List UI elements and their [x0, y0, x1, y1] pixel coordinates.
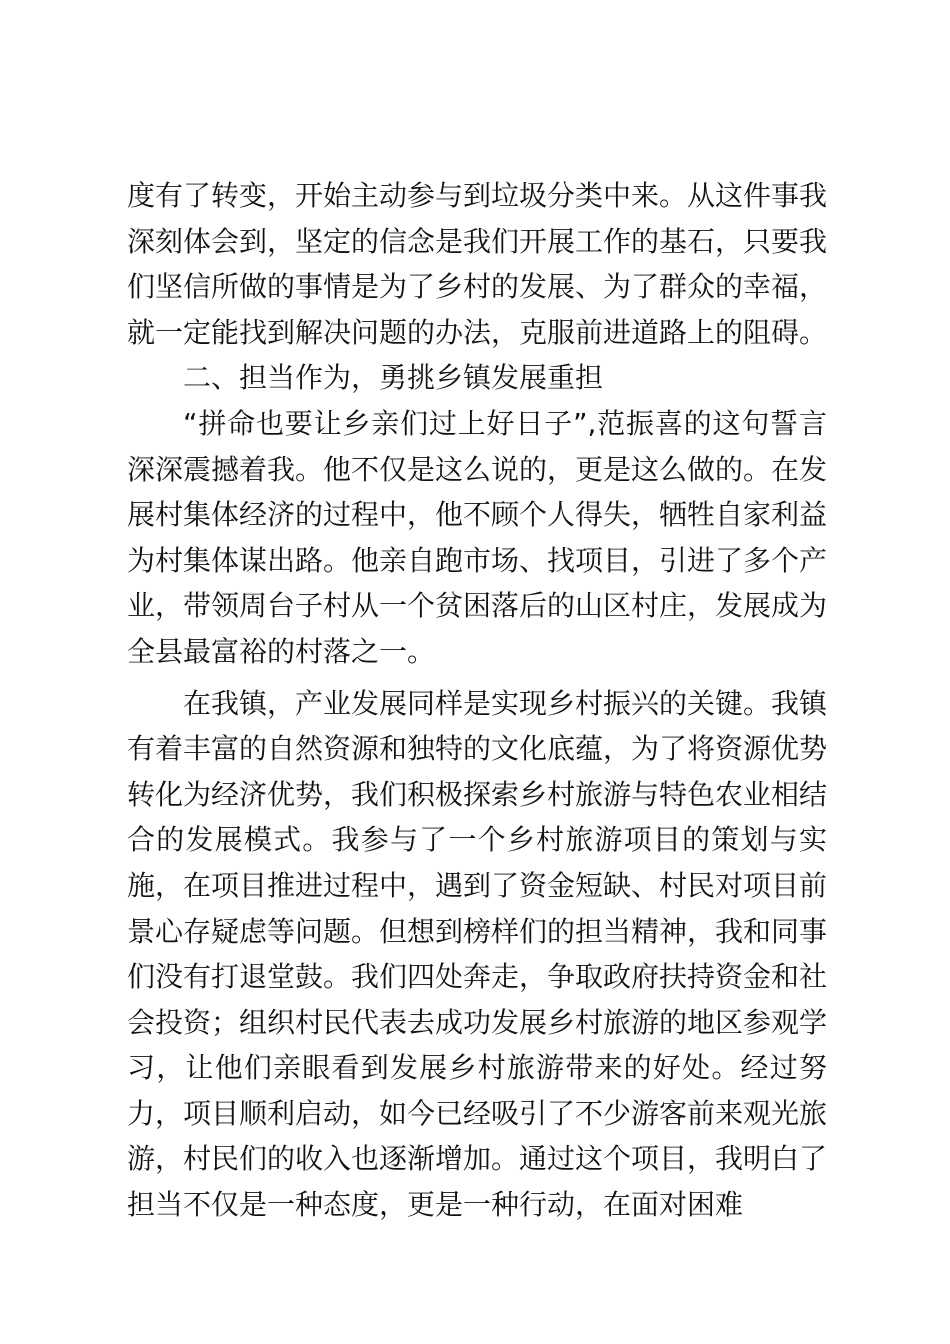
paragraph-continuation: 度有了转变，开始主动参与到垃圾分类中来。从这件事我深刻体会到，坚定的信念是我们开展工作的基石，只要我们坚信所做的事情是为了乡村的发展、为了群众的幸福，就一定能找到解决问题的办法，克服前进道路上的阻碍。	[127, 179, 828, 349]
paragraph-town-industry: 在我镇，产业发展同样是实现乡村振兴的关键。我镇有着丰富的自然资源和独特的文化底蕴，为了将资源优势转化为经济优势，我们积极探索乡村旅游与特色农业相结合的发展模式。我参与了一个乡村旅游项目的策划与实施，在项目推进过程中，遇到了资金短缺、村民对项目前景心存疑虑等问题。但想到榜样们的担当精神，我和同事们没有打退堂鼓。我们四处奔走，争取政府扶持资金和社会投资；组织村民代表去成功发展乡村旅游的地区参观学习，让他们亲眼看到发展乡村旅游带来的好处。经过努力，项目顺利启动，如今已经吸引了不少游客前来观光旅游，村民们的收入也逐渐增加。通过这个项目，我明白了担当不仅是一种态度，更是一种行动，在面对困难	[127, 686, 828, 1222]
document-body	[127, 173, 827, 1228]
section-heading: 二、担当作为，勇挑乡镇发展重担	[183, 361, 604, 395]
paragraph-fan-zhenxi: “拼命也要让乡亲们过上好日子”,范振喜的这句誓言深深震撼着我。他不仅是这么说的，更是这么做的。在发展村集体经济的过程中，他不顾个人得失，牺牲自家利益为村集体谋出路。他亲自跑市场、找项目，引进了多个产业，带领周台子村从一个贫困落后的山区村庄，发展成为全县最富裕的村落之一。	[127, 406, 828, 668]
